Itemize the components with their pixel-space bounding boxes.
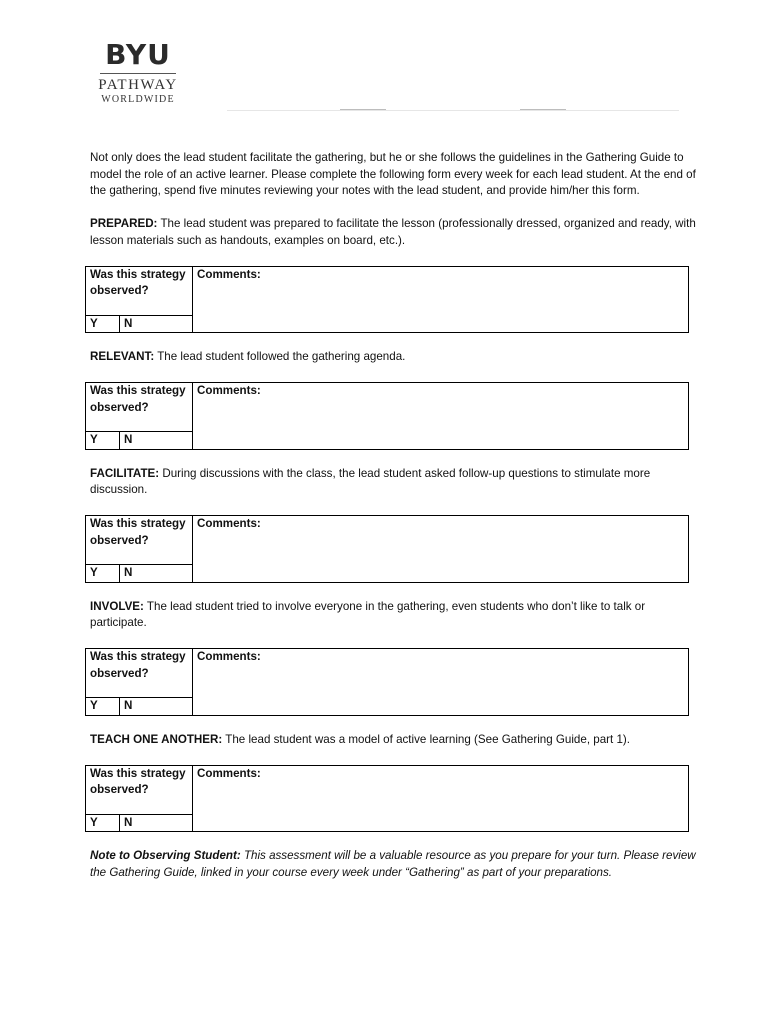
strategy-involve	[90, 599, 698, 632]
strategy-label: INVOLVE:	[90, 599, 144, 613]
observation-table-relevant	[85, 382, 689, 450]
no-cell: N	[120, 814, 193, 832]
comments-cell: Comments:	[193, 516, 689, 583]
no-cell: N	[120, 565, 193, 583]
no-cell: N	[120, 431, 193, 449]
observation-table-involve	[85, 648, 689, 716]
yes-cell: Y	[86, 431, 120, 449]
no-cell: N	[120, 315, 193, 333]
logo-divider	[100, 73, 176, 74]
strategy-text: During discussions with the class, the lead student asked follow-up questions to stimulate more discussion.	[90, 466, 651, 497]
header-rule-accent	[520, 109, 566, 110]
observed-question: Was this strategy observed?	[86, 516, 193, 565]
observed-question: Was this strategy observed?	[86, 649, 193, 698]
observed-question: Was this strategy observed?	[86, 266, 193, 315]
strategy-label: FACILITATE:	[90, 466, 160, 480]
strategy-label: RELEVANT:	[90, 350, 155, 364]
yes-cell: Y	[86, 698, 120, 716]
comments-cell: Comments:	[193, 765, 689, 832]
header-rule	[227, 110, 679, 111]
logo-worldwide-text: WORLDWIDE	[101, 94, 175, 103]
observation-table-teach-one-another	[85, 765, 689, 833]
comments-cell: Comments:	[193, 266, 689, 333]
byu-pathway-logo	[88, 40, 188, 103]
note-to-observing-student	[90, 848, 698, 881]
header-rule-accent	[340, 109, 386, 110]
strategy-prepared	[90, 216, 698, 249]
strategy-teach-one-another	[90, 732, 698, 749]
observation-table-prepared	[85, 266, 689, 334]
strategy-label: PREPARED:	[90, 217, 158, 231]
yes-cell: Y	[86, 315, 120, 333]
intro-paragraph: Not only does the lead student facilitate the gathering, but he or she follows the guidelines in the Gathering Guide to model the role of an active learner. Please complete the following form every week for each lead student. At the end of the gathering, spend five minutes reviewing your notes with the lead student, and provide him/her this form.	[90, 151, 696, 198]
yes-cell: Y	[86, 565, 120, 583]
observed-question: Was this strategy observed?	[86, 765, 193, 814]
note-label: Note to Observing Student:	[90, 849, 241, 863]
observation-table-facilitate	[85, 515, 689, 583]
strategy-text: The lead student was a model of active learning (See Gathering Guide, part 1).	[222, 732, 630, 746]
strategy-facilitate	[90, 466, 698, 499]
strategy-text: The lead student was prepared to facilitate the lesson (professionally dressed, organized and ready, with lesson materials such as handouts, examples on board, etc.).	[90, 217, 696, 247]
strategy-label: TEACH ONE ANOTHER:	[90, 732, 223, 746]
comments-cell: Comments:	[193, 649, 689, 716]
logo-pathway-text: PATHWAY	[98, 77, 178, 93]
yes-cell: Y	[86, 814, 120, 832]
strategy-text: The lead student tried to involve everyone in the gathering, even students who don’t like to talk or participate.	[90, 599, 646, 630]
logo-byu-text: BYU	[105, 38, 171, 71]
observed-question: Was this strategy observed?	[86, 382, 193, 431]
no-cell: N	[120, 698, 193, 716]
comments-cell: Comments:	[193, 382, 689, 449]
strategy-text: The lead student followed the gathering agenda.	[154, 350, 406, 364]
strategy-relevant	[90, 349, 698, 366]
note-text: This assessment will be a valuable resource as you prepare for your turn. Please review the Gathering Guide, linked in your course every week under “Gathering” as part of your preparations.	[90, 849, 696, 879]
document-body	[90, 150, 698, 882]
